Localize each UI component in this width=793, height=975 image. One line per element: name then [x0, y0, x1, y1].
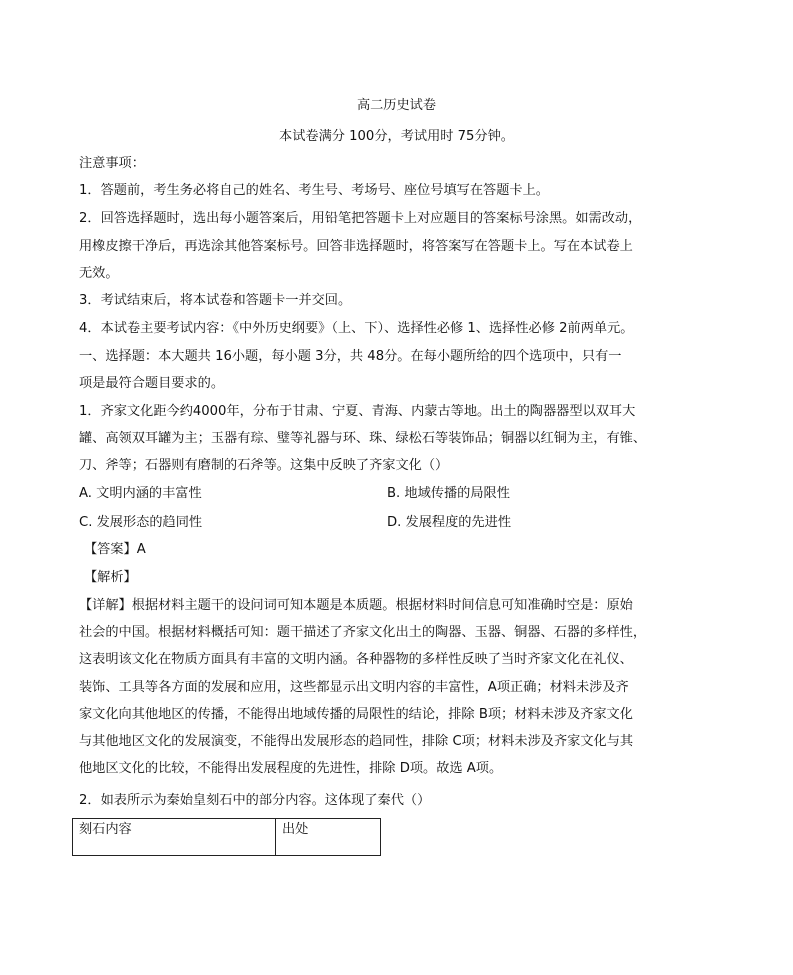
note-item: 4．本试卷主要考试内容：《中外历史纲要》（上、下）、选择性必修 1、选择性必修 2前两单元。 — [79, 321, 634, 336]
detail-text: 他地区文化的比较，不能得出发展程度的先进性，排除 D项。故选 A项。 — [79, 761, 503, 776]
detail-text: 家文化向其他地区的传播，不能得出地域传播的局限性的结论，排除 B项；材料未涉及齐家文化 — [79, 707, 633, 722]
analysis-label: 【解析】 — [84, 570, 137, 585]
table-header-source: 出处 — [276, 819, 381, 856]
stone-inscription-table — [72, 818, 381, 856]
exam-subtitle: 本试卷满分 100分，考试用时 75分钟。 — [279, 129, 514, 144]
question-2-stem: 2．如表所示为秦始皇刻石中的部分内容。这体现了秦代（） — [79, 793, 431, 808]
table-header-content: 刻石内容 — [73, 819, 276, 856]
exam-title: 高二历史试卷 — [356, 98, 437, 113]
question-1-stem: 罐、高领双耳罐为主；玉器有琮、璧等礼器与环、珠、绿松石等装饰品；铜器以红铜为主，有锥、 — [79, 431, 647, 446]
detail-text: 装饰、工具等各方面的发展和应用，这些都显示出文明内容的丰富性，A项正确；材料未涉及齐 — [79, 680, 629, 695]
option-d: D. 发展程度的先进性 — [387, 515, 512, 530]
option-a: A. 文明内涵的丰富性 — [79, 486, 202, 501]
detail-text: 这表明该文化在物质方面具有丰富的文明内涵。各种器物的多样性反映了当时齐家文化在礼仪、 — [79, 652, 633, 667]
detail-text: 社会的中国。根据材料概括可知：题干描述了齐家文化出土的陶器、玉器、铜器、石器的多样性， — [79, 625, 647, 640]
detail-text: 与其他地区文化的发展演变，不能得出发展形态的趋同性，排除 C项；材料未涉及齐家文化与其 — [79, 734, 634, 749]
section-heading-cont: 项是最符合题目要求的。 — [79, 376, 225, 391]
question-1-stem: 刀、斧等；石器则有磨制的石斧等。这集中反映了齐家文化（） — [79, 458, 449, 473]
note-item: 无效。 — [79, 266, 119, 281]
note-item: 1．答题前，考生务必将自己的姓名、考生号、考场号、座位号填写在答题卡上。 — [79, 183, 549, 198]
option-b: B. 地域传播的局限性 — [387, 486, 510, 501]
option-c: C. 发展形态的趋同性 — [79, 515, 203, 530]
note-item: 2．回答选择题时，选出每小题答案后，用铅笔把答题卡上对应题目的答案标号涂黑。如需改动， — [79, 211, 642, 226]
section-heading: 一、选择题：本大题共 16小题，每小题 3分，共 48分。在每小题所给的四个选项中，只有一 — [79, 349, 622, 364]
question-1-stem: 1．齐家文化距今约4000年，分布于甘肃、宁夏、青海、内蒙古等地。出土的陶器器型以双耳大 — [79, 404, 636, 419]
note-item: 用橡皮擦干净后，再选涂其他答案标号。回答非选择题时，将答案写在答题卡上。写在本试卷上 — [79, 239, 633, 254]
answer-label: 【答案】A — [84, 542, 146, 557]
notes-heading: 注意事项： — [79, 156, 145, 171]
table-row — [73, 819, 381, 856]
detail-text: 【详解】根据材料主题干的设问词可知本题是本质题。根据材料时间信息可知准确时空是：原始 — [79, 598, 633, 613]
note-item: 3．考试结束后，将本试卷和答题卡一并交回。 — [79, 293, 352, 308]
